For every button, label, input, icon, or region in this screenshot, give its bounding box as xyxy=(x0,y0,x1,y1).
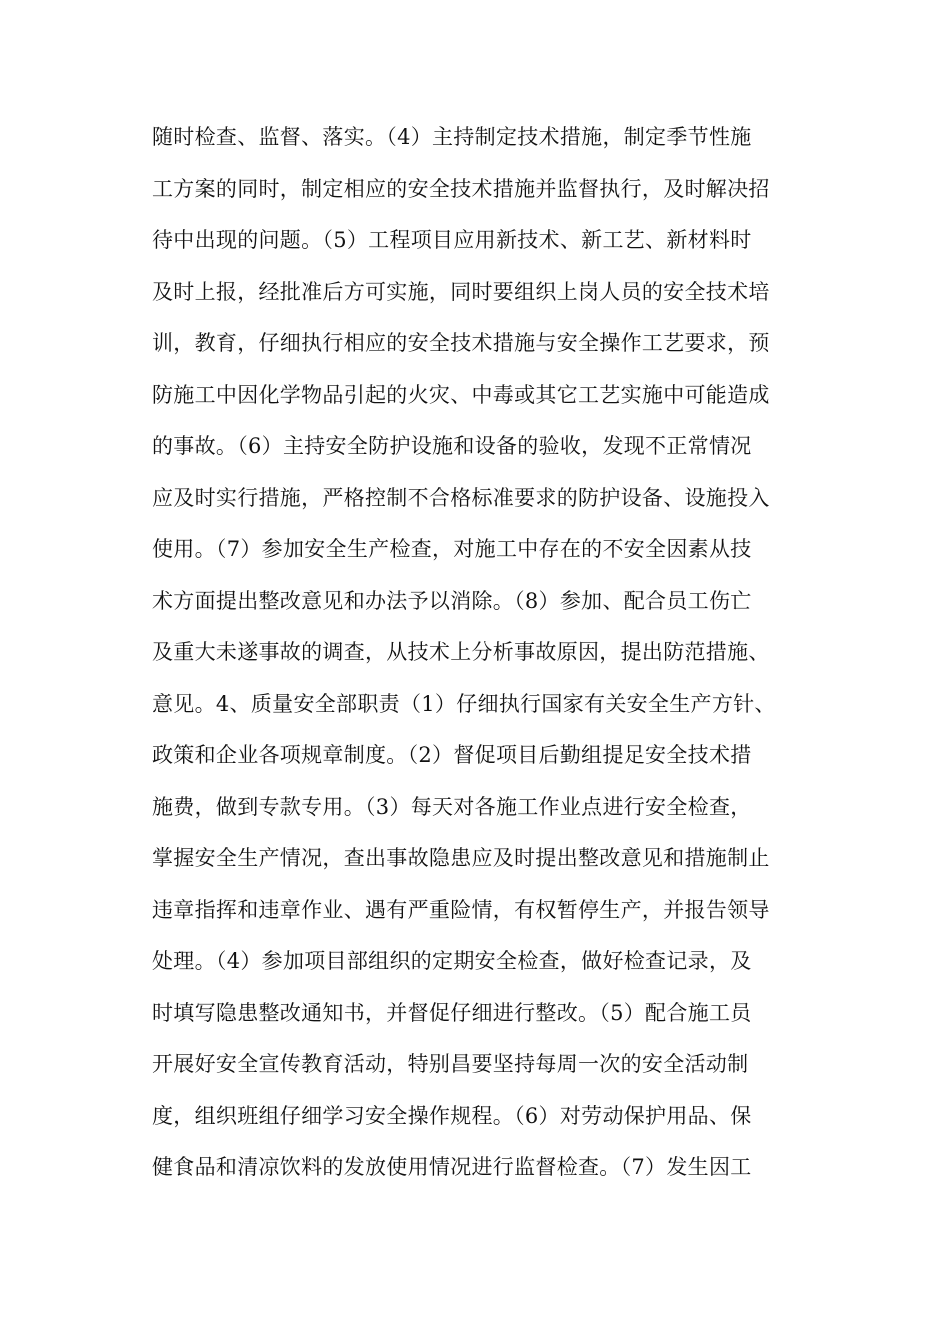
text-line-18: 时填写隐患整改通知书，并督促仔细进行整改。（5）配合施工员 xyxy=(152,1000,752,1025)
text-line-2: 工方案的同时，制定相应的安全技术措施并监督执行，及时解决招 xyxy=(152,176,770,201)
text-line-14: 施费，做到专款专用。（3）每天对各施工作业点进行安全检查， xyxy=(152,794,752,819)
text-line-1: 随时检查、监督、落实。（4）主持制定技术措施，制定季节性施 xyxy=(152,125,752,149)
text-line-5: 训，教育，仔细执行相应的安全技术措施与安全操作工艺要求，预 xyxy=(152,331,770,355)
text-line-12: 意见。4、质量安全部职责（1）仔细执行国家有关安全生产方针、 xyxy=(152,691,776,716)
text-line-3: 待中出现的问题。（5）工程项目应用新技术、新工艺、新材料时 xyxy=(152,228,752,252)
text-line-15: 掌握安全生产情况，查出事故隐患应及时提出整改意见和措施制止 xyxy=(152,846,770,870)
text-line-6: 防施工中因化学物品引起的火灾、中毒或其它工艺实施中可能造成 xyxy=(152,382,770,407)
text-line-8: 应及时实行措施，严格控制不合格标准要求的防护设备、设施投入 xyxy=(152,485,770,510)
text-line-19: 开展好安全宣传教育活动，特别昌要坚持每周一次的安全活动制 xyxy=(152,1052,749,1076)
text-line-21: 健食品和清凉饮料的发放使用情况进行监督检查。（7）发生因工 xyxy=(152,1155,752,1179)
text-line-16: 违章指挥和违章作业、遇有严重险情，有权暂停生产，并报告领导 xyxy=(152,897,770,922)
text-line-10: 术方面提出整改意见和办法予以消除。（8）参加、配合员工伤亡 xyxy=(152,588,752,613)
text-line-20: 度，组织班组仔细学习安全操作规程。（6）对劳动保护用品、保 xyxy=(152,1103,752,1128)
body-text xyxy=(152,116,812,1198)
text-line-7: 的事故。（6）主持安全防护设施和设备的验收，发现不正常情况 xyxy=(152,434,752,458)
text-line-17: 处理。（4）参加项目部组织的定期安全检查，做好检查记录，及 xyxy=(152,949,752,973)
text-line-9: 使用。（7）参加安全生产检查，对施工中存在的不安全因素从技 xyxy=(152,537,752,561)
text-line-4: 及时上报，经批准后方可实施，同时要组织上岗人员的安全技术培 xyxy=(152,279,770,304)
text-line-13: 政策和企业各项规章制度。（2）督促项目后勤组提足安全技术措 xyxy=(152,743,752,767)
text-line-11: 及重大未遂事故的调查，从技术上分析事故原因，提出防范措施、 xyxy=(152,640,770,664)
